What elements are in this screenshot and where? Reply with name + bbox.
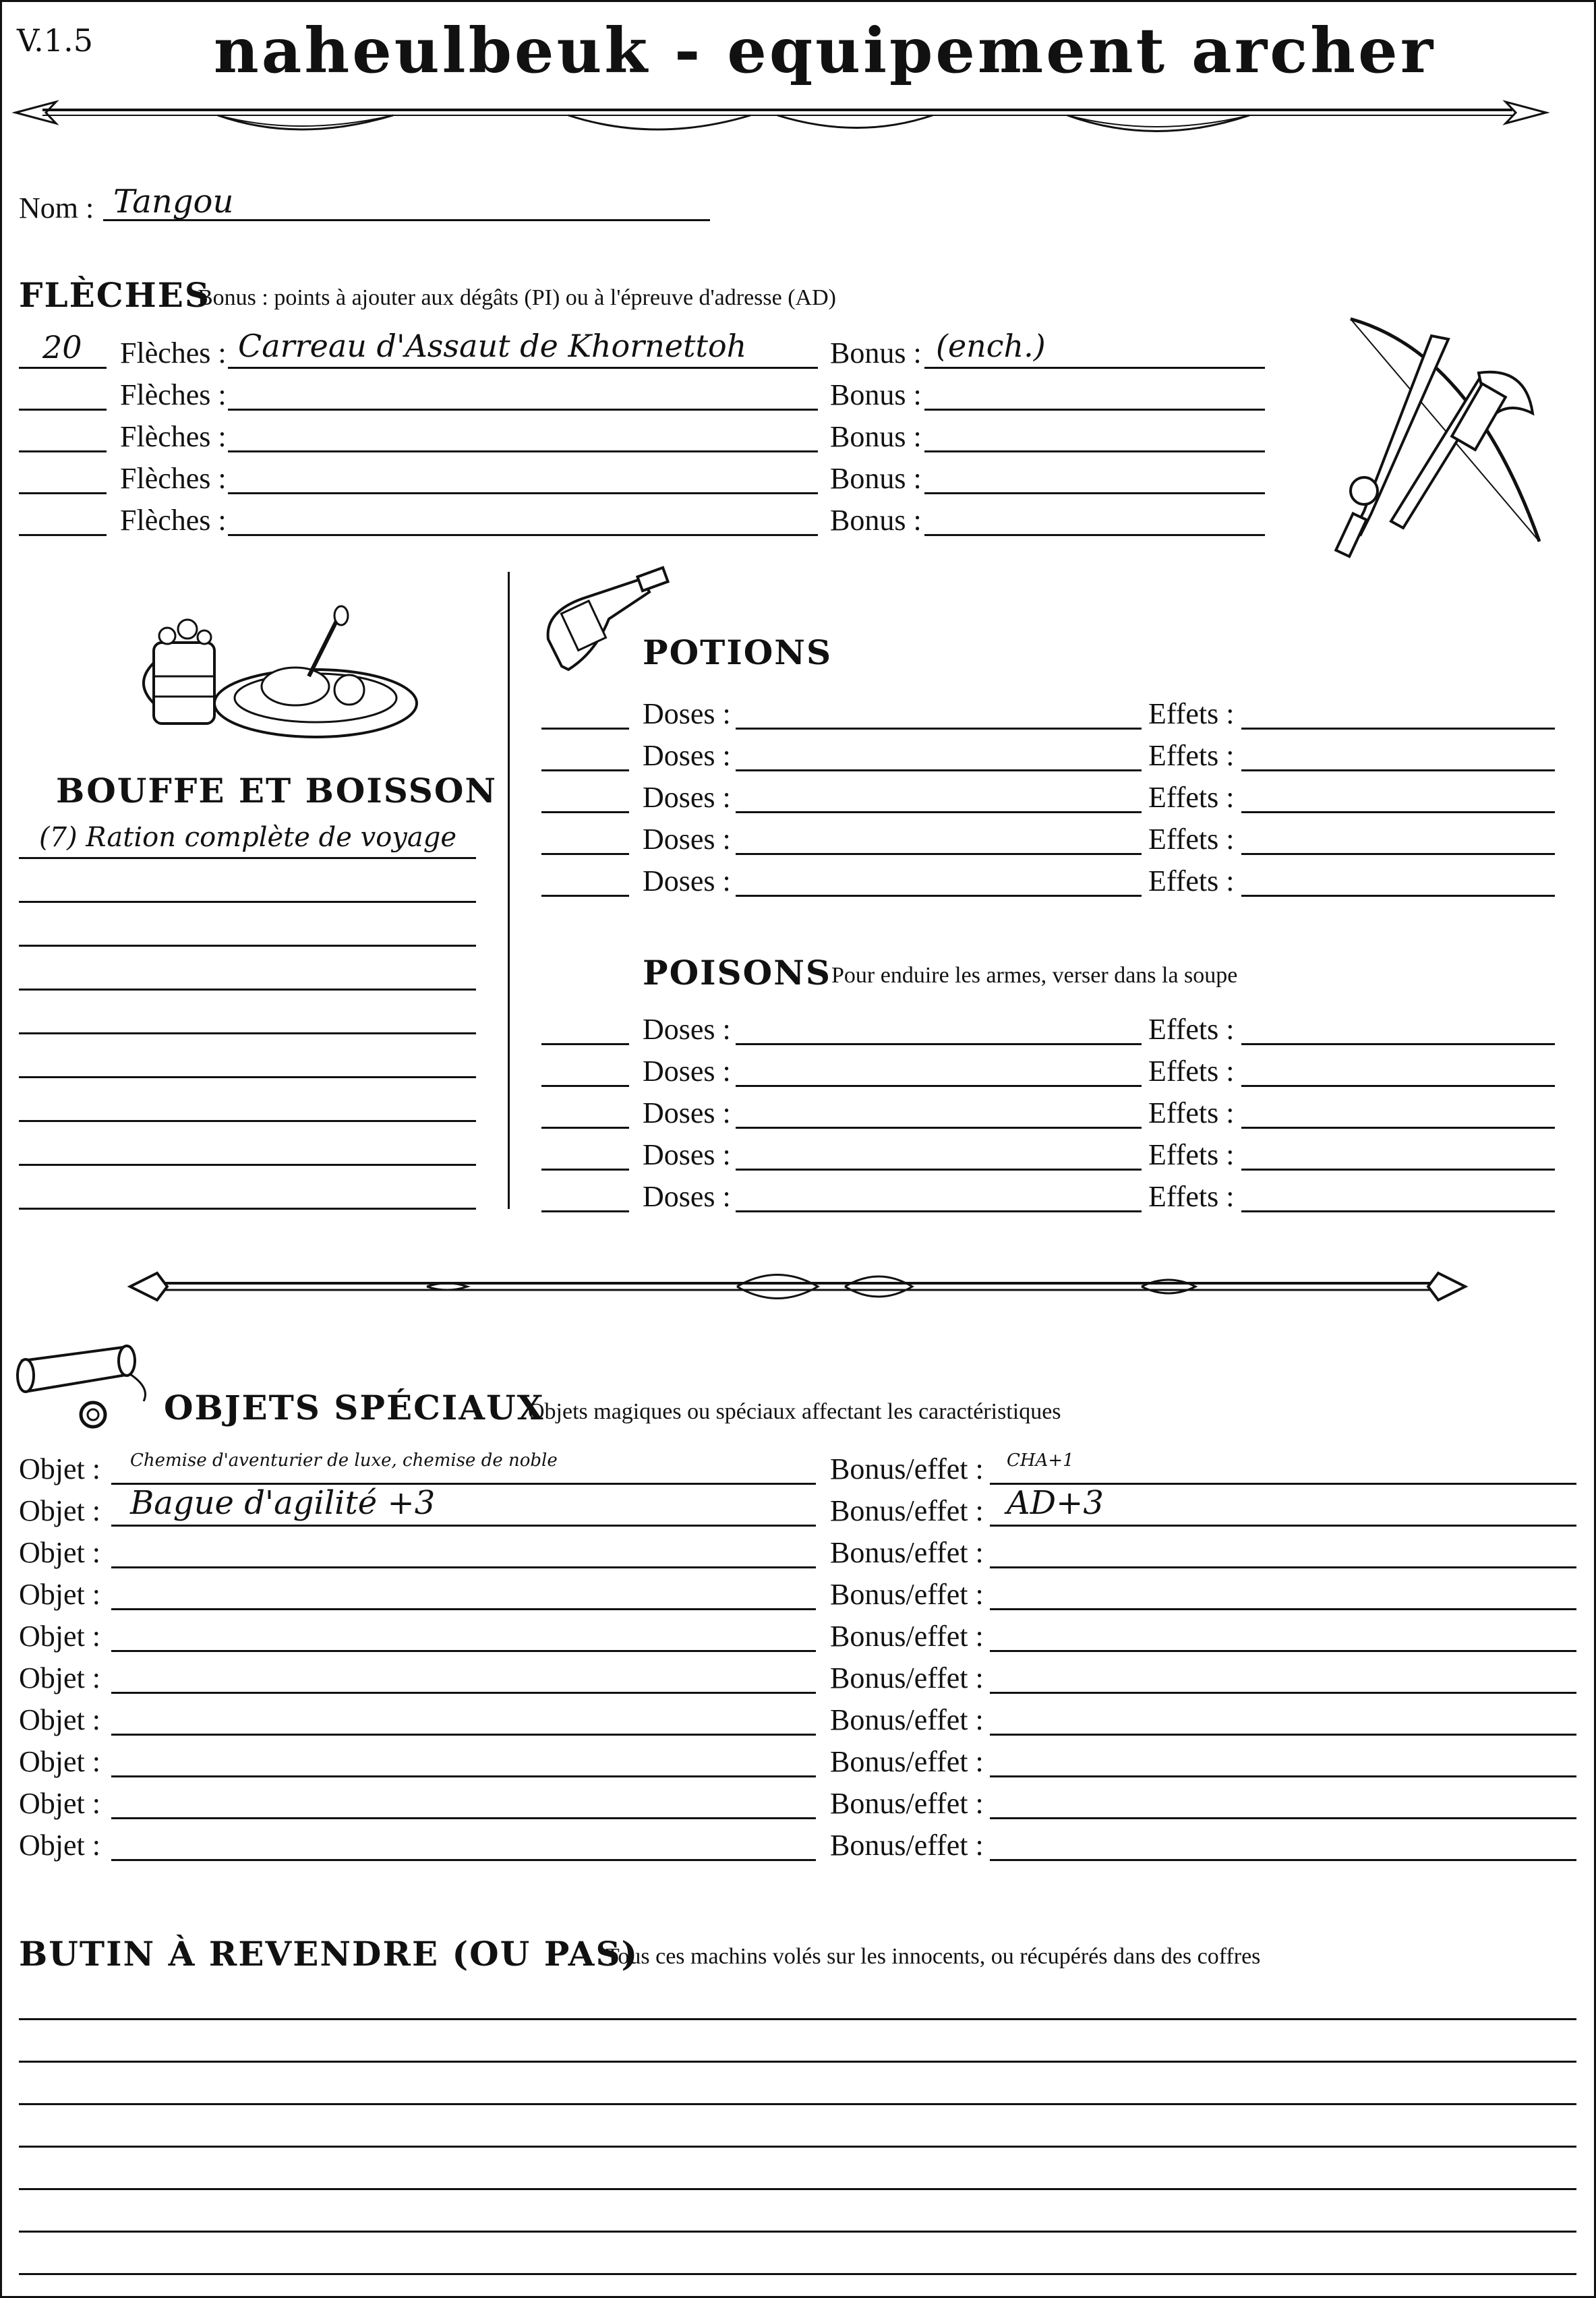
objet-label: Objet :	[19, 1703, 100, 1736]
objet-label: Objet :	[19, 1745, 100, 1778]
poisons-doses-label: Doses :	[643, 1055, 731, 1088]
potions-doses-line	[736, 769, 1142, 771]
fleches-qty-line	[19, 534, 107, 536]
poisons-qty-line	[541, 1127, 629, 1129]
fleches-name[interactable]: Carreau d'Assaut de Khornettoh	[238, 328, 747, 364]
objet-label: Objet :	[19, 1787, 100, 1820]
bouffe-line	[19, 1164, 476, 1166]
objet-label: Objet :	[19, 1620, 100, 1653]
objet-value[interactable]: Bague d'agilité +3	[130, 1484, 436, 1522]
bouffe-line	[19, 1120, 476, 1122]
objet-line	[111, 1734, 816, 1736]
bouffe-line	[19, 1208, 476, 1210]
poisons-heading: POISONS	[643, 953, 832, 993]
potions-effets-label: Effets :	[1148, 864, 1235, 897]
potions-qty-line	[541, 728, 629, 730]
poisons-effets-label: Effets :	[1148, 1055, 1235, 1088]
poisons-doses-line	[736, 1085, 1142, 1087]
objet-label: Objet :	[19, 1536, 100, 1569]
fleches-bonus-label: Bonus :	[830, 420, 922, 453]
objet-bonus-label: Bonus/effet :	[830, 1703, 984, 1736]
fleches-row-label: Flèches :	[120, 420, 227, 453]
poisons-qty-line	[541, 1085, 629, 1087]
butin-line	[19, 2018, 1576, 2020]
objet-line	[111, 1859, 816, 1861]
potions-effets-label: Effets :	[1148, 697, 1235, 730]
objet-bonus-label: Bonus/effet :	[830, 1452, 984, 1485]
potions-doses-line	[736, 811, 1142, 813]
potions-effets-line	[1241, 728, 1555, 730]
poisons-effets-label: Effets :	[1148, 1013, 1235, 1046]
objet-bonus-label: Bonus/effet :	[830, 1578, 984, 1611]
potions-qty-line	[541, 811, 629, 813]
potions-qty-line	[541, 853, 629, 855]
potions-doses-label: Doses :	[643, 781, 731, 814]
nom-value[interactable]: Tangou	[113, 183, 234, 220]
poisons-effets-line	[1241, 1127, 1555, 1129]
potions-doses-label: Doses :	[643, 864, 731, 897]
objet-label: Objet :	[19, 1661, 100, 1695]
poisons-qty-line	[541, 1169, 629, 1171]
objet-line	[111, 1525, 816, 1527]
objet-bonus-line	[990, 1734, 1576, 1736]
fleches-row-label: Flèches :	[120, 504, 227, 537]
objet-bonus-line	[990, 1692, 1576, 1694]
butin-subtitle: Tous ces machins volés sur les innocents, ou récupérés dans des coffres	[605, 1944, 1261, 1969]
poisons-effets-label: Effets :	[1148, 1096, 1235, 1129]
fleches-name-line	[228, 409, 818, 411]
potions-effets-line	[1241, 769, 1555, 771]
poisons-doses-line	[736, 1169, 1142, 1171]
poisons-doses-line	[736, 1127, 1142, 1129]
objet-bonus-line	[990, 1650, 1576, 1652]
food-plate-icon	[140, 609, 423, 744]
potions-doses-line	[736, 895, 1142, 897]
objet-line	[111, 1775, 816, 1777]
poisons-doses-line	[736, 1210, 1142, 1212]
poisons-effets-line	[1241, 1043, 1555, 1045]
nom-line	[103, 219, 710, 221]
staff-divider-icon	[130, 1263, 1465, 1310]
objet-label: Objet :	[19, 1578, 100, 1611]
fleches-bonus-line	[924, 450, 1265, 452]
poisons-qty-line	[541, 1210, 629, 1212]
potions-effets-line	[1241, 853, 1555, 855]
poisons-effets-line	[1241, 1210, 1555, 1212]
fleches-qty-line	[19, 450, 107, 452]
bouffe-line	[19, 945, 476, 947]
butin-line	[19, 2188, 1576, 2190]
fleches-bonus-label: Bonus :	[830, 504, 922, 537]
objet-line	[111, 1817, 816, 1819]
potions-doses-line	[736, 853, 1142, 855]
fleches-qty-line	[19, 367, 107, 369]
objet-label: Objet :	[19, 1452, 100, 1485]
poisons-effets-line	[1241, 1085, 1555, 1087]
section-divider	[508, 572, 510, 1209]
objet-bonus-value[interactable]: AD+3	[1007, 1484, 1104, 1522]
objets-subtitle: Objets magiques ou spéciaux affectant les caractéristiques	[528, 1399, 1061, 1424]
potions-doses-line	[736, 728, 1142, 730]
fleches-row-label: Flèches :	[120, 378, 227, 411]
fleches-heading: FLÈCHES	[19, 275, 211, 315]
objet-bonus-line	[990, 1859, 1576, 1861]
objet-bonus-line	[990, 1775, 1576, 1777]
butin-heading: BUTIN À REVENDRE (OU PAS)	[19, 1934, 639, 1974]
version-label: V.1.5	[17, 22, 93, 59]
potions-effets-label: Effets :	[1148, 739, 1235, 772]
potions-qty-line	[541, 895, 629, 897]
fleches-bonus-line	[924, 409, 1265, 411]
objet-bonus-line	[990, 1566, 1576, 1568]
poisons-doses-line	[736, 1043, 1142, 1045]
fleches-qty-line	[19, 492, 107, 494]
objets-heading: OBJETS SPÉCIAUX	[164, 1388, 545, 1427]
poisons-doses-label: Doses :	[643, 1180, 731, 1213]
poisons-subtitle: Pour enduire les armes, verser dans la soupe	[831, 963, 1238, 988]
fleches-name-line	[228, 492, 818, 494]
bouffe-heading: BOUFFE ET BOISSON	[56, 771, 498, 811]
potions-effets-label: Effets :	[1148, 781, 1235, 814]
objet-line	[111, 1608, 816, 1610]
poisons-effets-label: Effets :	[1148, 1138, 1235, 1171]
bouffe-line	[19, 1032, 476, 1034]
fleches-name-line	[228, 534, 818, 536]
objet-line	[111, 1692, 816, 1694]
bouffe-line	[19, 1076, 476, 1078]
poisons-effets-label: Effets :	[1148, 1180, 1235, 1213]
nom-label: Nom :	[19, 192, 94, 225]
page-title: naheulbeuk - equipement archer	[213, 14, 1436, 87]
objet-bonus-label: Bonus/effet :	[830, 1661, 984, 1695]
poisons-qty-line	[541, 1043, 629, 1045]
fleches-qty[interactable]: 20	[42, 329, 82, 365]
crossed-weapons-icon	[1324, 312, 1566, 555]
poisons-doses-label: Doses :	[643, 1138, 731, 1171]
objet-bonus-label: Bonus/effet :	[830, 1494, 984, 1527]
bouffe-line	[19, 901, 476, 903]
fleches-qty-line	[19, 409, 107, 411]
arrow-banner-icon	[16, 90, 1546, 150]
objet-label: Objet :	[19, 1829, 100, 1862]
poisons-doses-label: Doses :	[643, 1013, 731, 1046]
bouffe-line	[19, 989, 476, 991]
potions-doses-label: Doses :	[643, 739, 731, 772]
fleches-bonus-line	[924, 367, 1265, 369]
objet-bonus-line	[990, 1608, 1576, 1610]
objet-label: Objet :	[19, 1494, 100, 1527]
fleches-name-line	[228, 450, 818, 452]
fleches-bonus-line	[924, 534, 1265, 536]
objet-line	[111, 1566, 816, 1568]
objet-bonus-label: Bonus/effet :	[830, 1829, 984, 1862]
butin-line	[19, 2061, 1576, 2063]
fleches-name-line	[228, 367, 818, 369]
objet-bonus-label: Bonus/effet :	[830, 1620, 984, 1653]
objet-line	[111, 1650, 816, 1652]
potions-doses-label: Doses :	[643, 823, 731, 856]
objet-bonus-line	[990, 1525, 1576, 1527]
bouffe-line	[19, 857, 476, 859]
potions-effets-line	[1241, 811, 1555, 813]
potions-heading: POTIONS	[643, 632, 833, 672]
poisons-doses-label: Doses :	[643, 1096, 731, 1129]
objet-value[interactable]: Chemise d'aventurier de luxe, chemise de noble	[130, 1450, 558, 1471]
fleches-bonus-line	[924, 492, 1265, 494]
potions-effets-label: Effets :	[1148, 823, 1235, 856]
fleches-bonus-label: Bonus :	[830, 378, 922, 411]
poisons-effets-line	[1241, 1169, 1555, 1171]
objet-bonus-label: Bonus/effet :	[830, 1787, 984, 1820]
fleches-row-label: Flèches :	[120, 336, 227, 370]
objet-bonus-line	[990, 1817, 1576, 1819]
potions-qty-line	[541, 769, 629, 771]
scroll-ring-icon	[16, 1340, 164, 1435]
butin-line	[19, 2103, 1576, 2105]
objet-bonus-label: Bonus/effet :	[830, 1536, 984, 1569]
objet-bonus-label: Bonus/effet :	[830, 1745, 984, 1778]
potions-effets-line	[1241, 895, 1555, 897]
fleches-bonus-label: Bonus :	[830, 336, 922, 370]
potions-doses-label: Doses :	[643, 697, 731, 730]
bouffe-item[interactable]: (7) Ration complète de voyage	[39, 822, 457, 853]
butin-line	[19, 2231, 1576, 2233]
butin-line	[19, 2146, 1576, 2148]
butin-line	[19, 2273, 1576, 2275]
fleches-subtitle: Bonus : points à ajouter aux dégâts (PI) ou à l'épreuve d'adresse (AD)	[198, 285, 836, 310]
fleches-bonus-label: Bonus :	[830, 462, 922, 495]
fleches-bonus[interactable]: (ench.)	[936, 328, 1046, 364]
objet-bonus-value[interactable]: CHA+1	[1007, 1450, 1074, 1471]
fleches-row-label: Flèches :	[120, 462, 227, 495]
